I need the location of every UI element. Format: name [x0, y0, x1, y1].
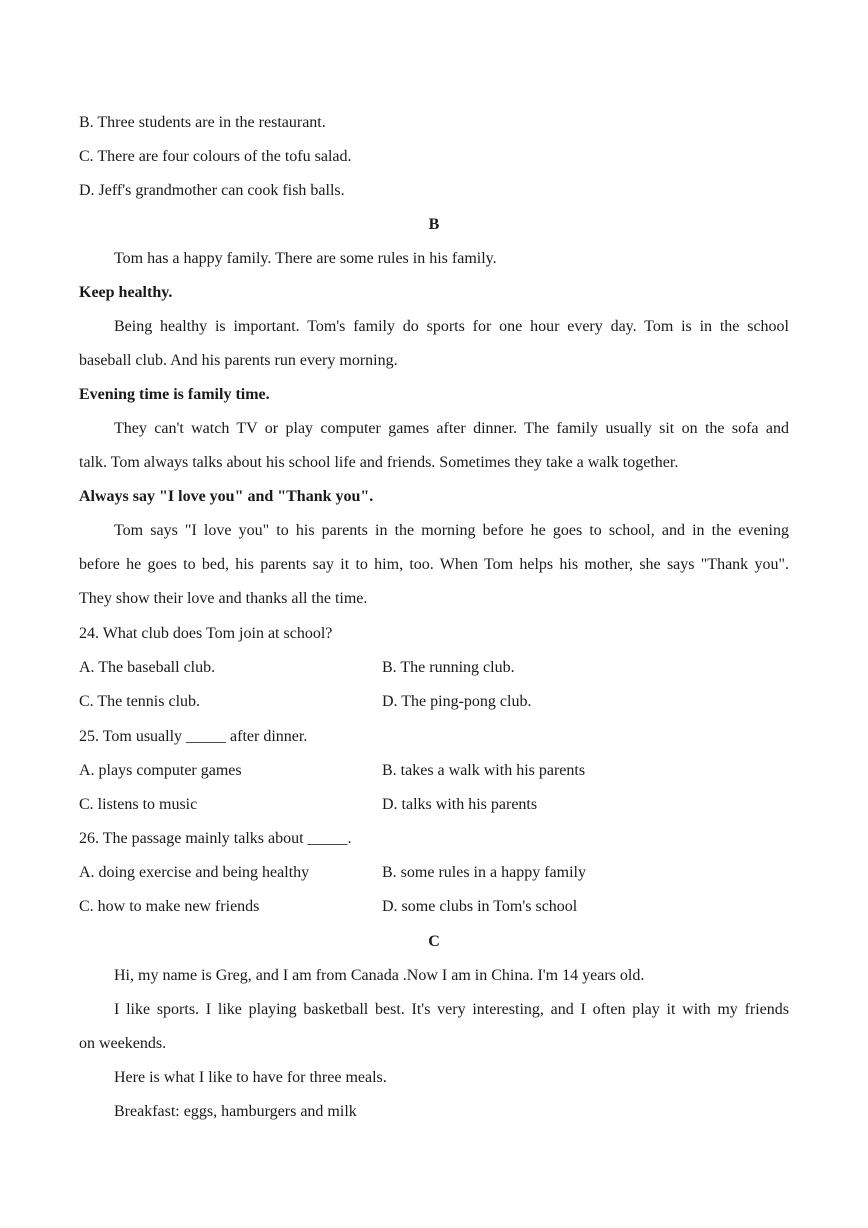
- option-d-prev: D. Jeff's grandmother can cook fish balls.: [79, 182, 345, 199]
- paragraph-line: Hi, my name is Greg, and I am from Canada .Now I am in China. I'm 14 years old.: [114, 967, 645, 984]
- question-24-option-b: B. The running club.: [382, 659, 515, 676]
- question-24-option-c: C. The tennis club.: [79, 693, 201, 710]
- rule-love-thanks-title: Always say "I love you" and "Thank you".: [79, 488, 374, 505]
- rule-family-time-title: Evening time is family time.: [79, 386, 270, 403]
- question-25-stem: 25. Tom usually _____ after dinner.: [79, 728, 308, 745]
- question-24-option-a: A. The baseball club.: [79, 659, 216, 676]
- question-25-option-b: B. takes a walk with his parents: [382, 762, 586, 779]
- question-26-option-c: C. how to make new friends: [79, 898, 260, 915]
- section-c-heading: C: [428, 933, 440, 950]
- question-25-option-a: A. plays computer games: [79, 762, 242, 779]
- question-25-option-d: D. talks with his parents: [382, 796, 538, 813]
- option-b-prev: B. Three students are in the restaurant.: [79, 114, 326, 131]
- paragraph-line: before he goes to bed, his parents say it to him, too. When Tom helps his mother, she says "Thank you".: [79, 556, 789, 573]
- paragraph-line: They show their love and thanks all the time.: [79, 590, 368, 607]
- question-26-stem: 26. The passage mainly talks about _____.: [79, 830, 352, 847]
- paragraph-line: I like sports. I like playing basketball best. It's very interesting, and I often play it with my friends: [114, 1001, 789, 1018]
- paragraph-line: on weekends.: [79, 1035, 167, 1052]
- question-26-option-d: D. some clubs in Tom's school: [382, 898, 578, 915]
- paragraph-line: Here is what I like to have for three meals.: [114, 1069, 387, 1086]
- paragraph-line: talk. Tom always talks about his school life and friends. Sometimes they take a walk together.: [79, 454, 679, 471]
- question-25-option-c: C. listens to music: [79, 796, 198, 813]
- question-26-option-a: A. doing exercise and being healthy: [79, 864, 310, 881]
- paragraph-line: Breakfast: eggs, hamburgers and milk: [114, 1103, 357, 1120]
- paragraph-line: baseball club. And his parents run every morning.: [79, 352, 398, 369]
- paragraph-line: They can't watch TV or play computer games after dinner. The family usually sit on the sofa and: [114, 420, 789, 437]
- section-b-intro: Tom has a happy family. There are some rules in his family.: [114, 250, 497, 267]
- paragraph-line: Tom says "I love you" to his parents in the morning before he goes to school, and in the evening: [114, 522, 789, 539]
- question-24-option-d: D. The ping-pong club.: [382, 693, 532, 710]
- option-c-prev: C. There are four colours of the tofu salad.: [79, 148, 352, 165]
- rule-keep-healthy-title: Keep healthy.: [79, 284, 173, 301]
- paragraph-line: Being healthy is important. Tom's family do sports for one hour every day. Tom is in the school: [114, 318, 789, 335]
- section-b-heading: B: [428, 216, 440, 233]
- question-24-stem: 24. What club does Tom join at school?: [79, 625, 333, 642]
- question-26-option-b: B. some rules in a happy family: [382, 864, 586, 881]
